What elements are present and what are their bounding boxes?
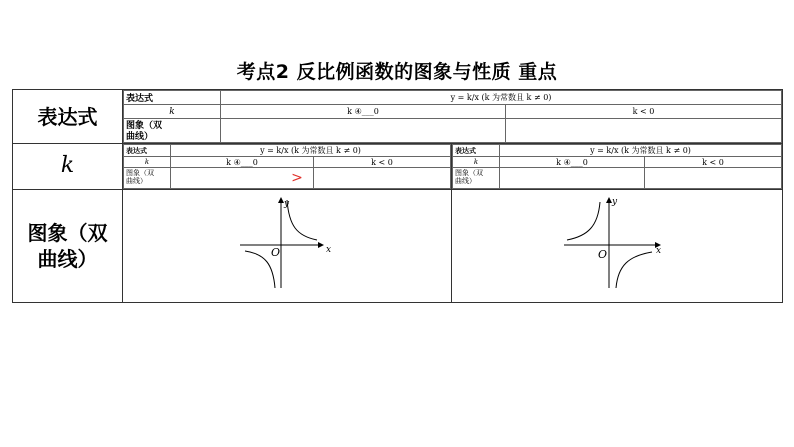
k-left-graph-head (124, 168, 171, 189)
expr-graph-head-line1: 图象（双 (126, 119, 163, 130)
graph-label-line2: 曲线） (37, 247, 98, 271)
k-cell-right (452, 144, 783, 190)
page-title: 考点2 反比例函数的图象与性质 重点 (236, 61, 558, 83)
x-axis-label: x (326, 245, 332, 255)
branch-quadrant-2 (567, 202, 600, 240)
graph-label-line1: 图象（双 (27, 221, 108, 245)
k-right-pos: k ④___0 (500, 157, 645, 168)
k-cell-left (123, 144, 452, 190)
x-axis-label: x (656, 246, 662, 256)
y-axis-label: y (284, 199, 290, 209)
k-left-pos: k ④___0 (171, 157, 314, 168)
expr-graph-head (124, 119, 221, 143)
expr-formula: y = k/x (k 为常数且 k ≠ 0) (221, 91, 782, 105)
expr-k-head: k (124, 105, 221, 119)
expr-k-positive: k ④___0 (221, 105, 506, 119)
hyperbola-graph-positive (123, 190, 451, 298)
k-left-expr: y = k/x (k 为常数且 k ≠ 0) (171, 145, 451, 157)
graph-cell-positive-k (123, 190, 452, 303)
graph-cell-negative-k (452, 190, 783, 303)
row-label-expression: 表达式 (13, 90, 123, 144)
k-left-graph-head-line2: 曲线） (126, 178, 147, 185)
k-left-expr-head: 表达式 (124, 145, 171, 157)
y-axis-label: y (612, 197, 618, 207)
expr-k-negative: k < 0 (506, 105, 782, 119)
branch-quadrant-4 (616, 252, 652, 288)
k-left-graph-pos (171, 168, 314, 189)
k-left-graph-neg (314, 168, 451, 189)
row-label-k: k (13, 144, 123, 190)
origin-label: O (271, 246, 281, 259)
k-right-k-head: k (453, 157, 500, 168)
expr-graph-head-line2: 曲线） (126, 130, 154, 141)
hyperbola-graph-negative (452, 190, 782, 298)
k-left-k-head: k (124, 157, 171, 168)
k-right-graph-head-line2: 曲线） (455, 178, 476, 185)
k-right-expr: y = k/x (k 为常数且 k ≠ 0) (500, 145, 782, 157)
k-right-expr-head: 表达式 (453, 145, 500, 157)
expr-graph-neg (506, 119, 782, 143)
properties-table (12, 89, 783, 303)
k-left-graph-head-line1: 图象（双 (126, 169, 154, 177)
origin-label: O (598, 248, 608, 261)
k-right-graph-pos (500, 168, 645, 189)
branch-quadrant-1 (287, 200, 317, 240)
answer-greater-than: > (291, 170, 303, 186)
expr-graph-pos (221, 119, 506, 143)
k-left-neg: k < 0 (314, 157, 451, 168)
k-right-graph-neg (645, 168, 782, 189)
row-label-graph (13, 190, 123, 303)
expr-head: 表达式 (124, 91, 221, 105)
k-right-graph-head-line1: 图象（双 (455, 169, 483, 177)
k-right-neg: k < 0 (645, 157, 782, 168)
k-right-graph-head (453, 168, 500, 189)
expression-cell (123, 90, 783, 144)
